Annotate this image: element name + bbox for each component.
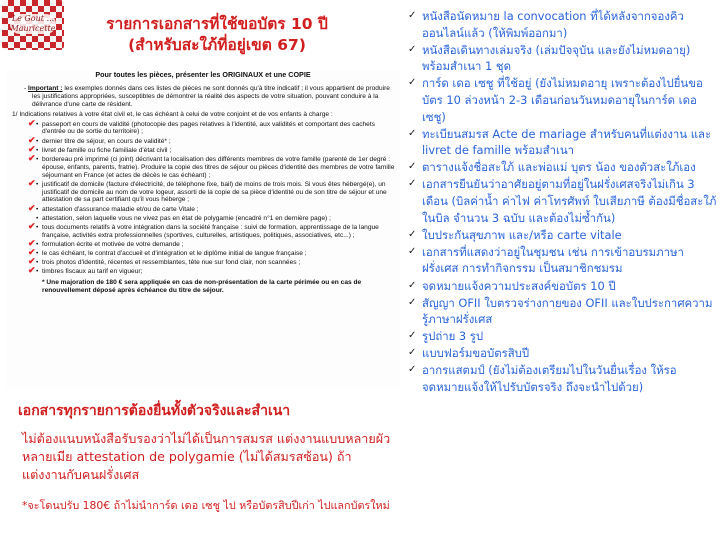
logo-plate [10,14,56,34]
checklist-item-text: หนังสือนัดหมาย la convocation ที่ได้หลังจากจองคิวออนไลน์แล้ว (ให้พิมพ์ออกมา) [422,9,684,40]
doc-item [6,220,400,240]
red-check-icon: ✔ [28,255,36,266]
red-check-icon: ✔ [28,117,36,128]
checklist-item-text: อากรแสตมป์ (ยังไม่ต้องเตรียมไปในวันยื่นเรื่อง ให้รอจดหมายแจ้งให้ไปรับบัตรจริง ถึงจะนำไปด้วย) [422,363,677,395]
red-check-icon: ✔ [28,220,36,231]
check-icon: ✓ [408,347,417,359]
doc-item [6,177,400,205]
checklist-item [402,126,718,159]
check-icon: ✓ [408,245,417,257]
checklist-item [402,159,718,176]
check-icon: ✓ [408,127,417,139]
doc-item [6,215,400,223]
red-check-icon: ✔ [28,143,36,154]
doc-item [6,152,400,180]
check-icon: ✓ [408,43,417,55]
title-line-2: (สำหรับสะใภ้ที่อยู่เขต 67) [128,36,306,54]
check-icon: ✓ [408,10,417,21]
doc-section-title: 1/ Indications relatives à votre état civil et, le cas échéant à celui de votre conjoint et de vos enfants à charge : [12,110,333,118]
checklist-item-text: การ์ด เดอ เซชู ที่ใช้อยู่ (ยังไม่หมดอายุ เพราะต้องไปยื่นขอบัตร 10 ล่วงหน้า 2-3 เดือนก่อนวันหมดอายุในการ์ด เดอ เซชู) [422,76,703,124]
french-document-scan [6,70,400,388]
red-check-icon: ✔ [28,265,36,275]
checklist-item-text: แบบฟอร์มขอบัตรสิบปี [422,346,530,361]
checklist-item [402,362,718,395]
doc-item [6,143,400,155]
doc-item [6,255,400,267]
title-line-1: รายการเอกสารที่ใช้ขอบัตร 10 ปี [106,15,328,33]
bullet-icon: • [36,180,39,188]
bullet-icon: • [36,120,39,128]
doc-item-text: attestation, selon laquelle vous ne vivez pas en état de polygamie (encadré n°1 en dernière page) ; [42,214,331,222]
checklist-item [402,345,718,362]
checklist-item [402,42,718,75]
check-icon: ✓ [408,178,417,190]
bullet-icon: • [36,223,39,231]
check-icon: ✓ [408,279,417,291]
doc-important-text: les exemples donnés dans ces listes de pièces ne sont donnés qu'à titre indicatif ; il vous appartient de produire les justifications appropriées, susceptibles de démontrer la réalité des aspects de votre situation, pouvant conduire à la délivrance d'une carte de résident. [32,84,390,108]
doc-heading: Pour toutes les pièces, présenter les ORIGINAUX et une COPIE [95,70,311,79]
red-check-icon: ✔ [28,237,36,248]
red-check-icon: ✔ [28,246,36,257]
doc-item [6,246,400,258]
doc-item [6,117,400,137]
bullet-icon: • [36,155,39,163]
doc-item-text: justificatif de domicile (facture d'électricité, de téléphone fixe, bail) de moins de trois mois. Si vous êtes hébergé(e), un justificatif de domicile au nom de votre logeur, assorti de la copie de sa pièce d'identité ou de son titre de séjour et une attestation de sa part certifiant qu'il vous héberge ; [42,180,387,204]
bullet-icon: • [36,249,39,257]
page-title [72,14,362,56]
check-icon: ✓ [408,77,417,89]
doc-item [6,134,400,146]
checklist-item-text: สัญญา OFII ใบตรวจร่างกายของ OFII และใบประกาศความรู้ภาษาฝรั่งเศส [422,295,713,327]
doc-item [6,202,400,214]
red-check-icon: ✔ [28,134,36,145]
check-icon: ✓ [408,228,417,240]
doc-item-text: bordereau pré imprimé (ci joint) décrivant la localisation des différents membres de votre famille (parenté de 1er degré : épouse, enfants, parents, fratrie). Produire la copie des titres de séjour ou pièces d'identité des membres de votre famille séjournant en France (et actes de décès le cas échéant) ; [42,155,395,179]
check-icon: ✓ [408,364,417,376]
bullet-icon: • [36,146,39,154]
doc-item-text: timbres fiscaux au tarif en vigueur; [42,268,143,275]
checklist-item [402,8,718,41]
checklist-item-text: เอกสารที่แสดงว่าอยู่ในชุมชน เช่น การเข้าอบรมภาษาฝรั่งเศส การทำกิจกรรม เป็นสมาชิกชมรม [422,244,684,276]
doc-item [6,265,400,276]
doc-items-list [6,117,400,276]
red-check-icon: ✔ [28,202,36,213]
red-check-icon: ✔ [28,152,36,163]
bullet-icon: • [36,137,39,145]
bullet-icon: • [36,205,39,213]
checklist-item-text: รูปถ่าย 3 รูป [422,329,484,344]
check-icon: ✓ [408,330,417,342]
red-check-icon: ✔ [28,177,36,188]
bullet-icon: • [36,240,39,248]
logo-text: Le Gout ... Mauricette [10,14,56,33]
checklist-item-text: ใบประกันสุขภาพ และ/หรือ carte vitale [422,227,622,242]
doc-footnote: * Une majoration de 180 € sera appliquée en cas de non-présentation de la carte périmée ou en cas de renouvellement déposé après échéance du titre de séjour. [42,278,362,294]
doc-item-text: tous documents relatifs à votre intégration dans la société française : suivi de formation, apprentissage de la langue française, activités extra professionnelles (sportives, culturelles, artistiques, politiques, associatives, etc...) ; [42,223,379,239]
checklist-item-text: จดหมายแจ้งความประสงค์ขอบัตร 10 ปี [422,278,616,293]
checklist-item-text: ทะเบียนสมรส Acte de mariage สำหรับคนที่แต่งงาน และ livret de famille พร้อมสำเนา [422,126,712,158]
doc-item-text: formulation écrite et motivée de votre demande ; [42,240,184,248]
doc-item-text: le cas échéant, le contrat d'accueil et d'intégration et le diplôme initial de langue française ; [42,249,307,257]
doc-item-text: livret de famille ou fiche familiale d'état civil ; [42,146,172,154]
bullet-icon: • [36,214,39,222]
checklist-item [402,328,718,345]
doc-item-text: passeport en cours de validité (photocopie des pages relatives à l'identité, aux validités et comportant des cachets d'entrée ou de sortie du territoire) ; [42,120,375,136]
check-icon: ✓ [408,161,417,173]
originals-heading: เอกสารทุกรายการต้องยื่นทั้งตัวจริงและสำเนา [18,403,291,419]
doc-item-text: attestation d'assurance maladie et/ou de carte Vitale ; [42,205,199,213]
doc-item [6,237,400,249]
checklist-item [402,176,718,226]
fine-note: *จะโดนปรับ 180€ ถ้าไม่นำการ์ด เดอ เซชู ไป หรือบัตรสิบปีเก่า ไปแลกบัตรใหม่ [22,499,390,512]
bullet-icon: • [36,258,39,266]
check-icon: ✓ [408,296,417,308]
restaurant-logo [2,0,64,50]
checklist-item [402,278,718,295]
doc-item-text: trois photos d'identité, récentes et ressemblantes, tête nue sur fond clair, non scannées ; [42,258,301,266]
polygamy-note: ไม่ต้องแนบหนังสือรับรองว่าไม่ได้เป็นการสมรส แต่งงานแบบหลายผัว หลายเมีย attestation de polygamie (ไม่ได้สมรสซ้อน) ถ้าแต่งงานกับคนฝรั่งเศส [22,431,391,482]
checklist-item-text: หนังสือเดินทางเล่มจริง (เล่มปัจจุบัน และยังไม่หมดอายุ) พร้อมสำเนา 1 ชุด [422,42,691,74]
doc-important-note: - Important : les exemples donnés dans ces listes de pièces ne sont donnés qu'à titre indicatif ; il vous appartient de produire les justifications appropriées, susceptibles de démontrer la réalité des aspects de votre situation, pouvant conduire à la délivrance d'une carte de résident. [24,84,390,108]
checklist-item [402,227,718,244]
checklist-item [402,75,718,125]
checklist-item-text: ตารางแจ้งชื่อสะใภ้ และพ่อแม่ บุตร น้อง ของตัวสะใภ้เอง [422,160,696,175]
doc-item-text: dernier titre de séjour, en cours de validité* ; [42,137,171,145]
checklist-item-text: เอกสารยืนยันว่าอาศัยอยู่ตามที่อยู่ในฝรั่งเศสจริงไม่เกิน 3 เดือน (บิลค่าน้ำ ค่าไฟ ค่าโทรศัพท์ ใบเสียภาษี ต้องมีชื่อสะใภ้ในบิล จำนวน 3 ฉบับ และต้องไม่ซ้ำกัน) [422,177,717,225]
doc-important-label: Important : [28,84,63,92]
thai-checklist [402,8,718,396]
checklist-item [402,244,718,277]
bullet-icon: • [36,268,39,275]
checklist-item [402,295,718,328]
